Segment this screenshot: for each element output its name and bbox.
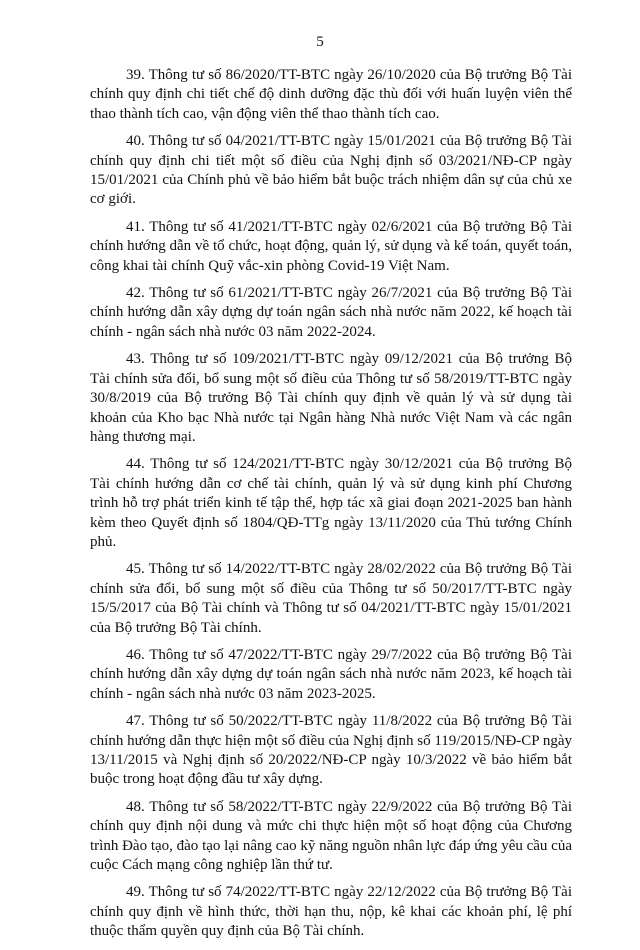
list-item-45: 45. Thông tư số 14/2022/TT-BTC ngày 28/02/2022 của Bộ trưởng Bộ Tài chính sửa đổi, bổ sung một số điều của Thông tư số 50/2017/TT-BTC ngày 15/5/2017 của Bộ Tài chính và Thông tư số 04/2021/TT-BTC ngày 15/01/2021 của Bộ trưởng Bộ Tài chính. <box>90 561 572 636</box>
list-item-46: 46. Thông tư số 47/2022/TT-BTC ngày 29/7/2022 của Bộ trưởng Bộ Tài chính hướng dẫn xây dựng dự toán ngân sách nhà nước năm 2023, kế hoạch tài chính - ngân sách nhà nước 03 năm 2023-2025. <box>90 646 572 702</box>
list-item-49: 49. Thông tư số 74/2022/TT-BTC ngày 22/12/2022 của Bộ trưởng Bộ Tài chính quy định về hình thức, thời hạn thu, nộp, kê khai các khoản phí, lệ phí thuộc thẩm quyền quy định của Bộ Tài chính. <box>90 884 572 940</box>
list-item-42: 42. Thông tư số 61/2021/TT-BTC ngày 26/7/2021 của Bộ trưởng Bộ Tài chính hướng dẫn xây dựng dự toán ngân sách nhà nước năm 2022, kế hoạch tài chính - ngân sách nhà nước 03 năm 2022-2024. <box>90 285 572 340</box>
list-item-39: 39. Thông tư số 86/2020/TT-BTC ngày 26/10/2020 của Bộ trưởng Bộ Tài chính quy định chi tiết chế độ dinh dưỡng đặc thù đối với huấn luyện viên thể thao thành tích cao, vận động viên thể thao thành tích cao. <box>90 67 572 122</box>
list-item-41: 41. Thông tư số 41/2021/TT-BTC ngày 02/6/2021 của Bộ trưởng Bộ Tài chính hướng dẫn về tổ chức, hoạt động, quản lý, sử dụng và kế toán, quyết toán, công khai tài chính Quỹ vắc-xin phòng Covid-19 Việt Nam. <box>90 218 572 274</box>
page-number: 5 <box>316 34 324 50</box>
list-item-43: 43. Thông tư số 109/2021/TT-BTC ngày 09/12/2021 của Bộ trưởng Bộ Tài chính sửa đổi, bổ sung một số điều của Thông tư số 58/2019/TT-BTC ngày 30/8/2019 của Bộ trưởng Bộ Tài chính quy định về quản lý và sử dụng tài khoản của Kho bạc Nhà nước tại Ngân hàng Nhà nước Việt Nam và các ngân hàng thương mại. <box>90 351 572 445</box>
list-item-44: 44. Thông tư số 124/2021/TT-BTC ngày 30/12/2021 của Bộ trưởng Bộ Tài chính hướng dẫn cơ chế tài chính, quản lý và sử dụng kinh phí Chương trình hỗ trợ phát triển kinh tế tập thể, hợp tác xã giai đoạn 2021-2025 ban hành kèm theo Quyết định số 1804/QĐ-TTg ngày 13/11/2020 của Thủ tướng Chính phủ. <box>90 456 572 550</box>
list-item-40: 40. Thông tư số 04/2021/TT-BTC ngày 15/01/2021 của Bộ trưởng Bộ Tài chính quy định chi tiết một số điều của Nghị định số 03/2021/NĐ-CP ngày 15/01/2021 của Chính phủ về bảo hiểm bắt buộc trách nhiệm dân sự của chủ xe cơ giới. <box>90 133 572 208</box>
list-item-47: 47. Thông tư số 50/2022/TT-BTC ngày 11/8/2022 của Bộ trưởng Bộ Tài chính hướng dẫn thực hiện một số điều của Nghị định số 119/2015/NĐ-CP ngày 13/11/2015 và Nghị định số 20/2022/NĐ-CP ngày 10/3/2022 về bảo hiểm bắt buộc trong hoạt động đầu tư xây dựng. <box>90 713 572 788</box>
list-item-48: 48. Thông tư số 58/2022/TT-BTC ngày 22/9/2022 của Bộ trưởng Bộ Tài chính quy định nội dung và mức chi thực hiện một số hoạt động của Chương trình Đào tạo, đào tạo lại nâng cao kỹ năng nguồn nhân lực đáp ứng yêu cầu của cuộc Cách mạng công nghiệp lần thứ tư. <box>90 798 572 874</box>
document-body <box>90 66 572 950</box>
